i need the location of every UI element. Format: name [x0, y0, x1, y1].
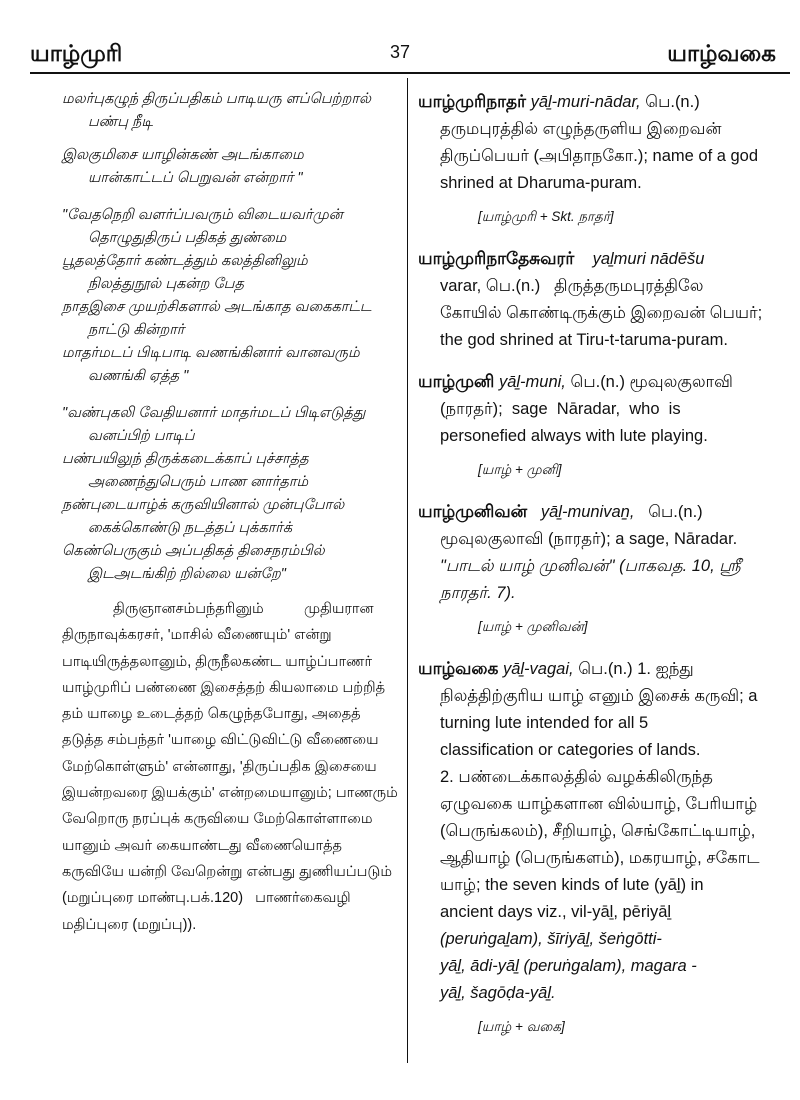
entry-etymology: [யாழ் + முனிவன்] [478, 619, 588, 634]
verse-line: கெண்பெருகும் அப்பதிகத் திசைநரம்பில் [62, 543, 325, 559]
entry-headword: யாழ்முரிநாதேசுவரர் [418, 249, 575, 268]
prose-line: இயன்றவரை இயக்கும்' என்றமையானும்; பாணரும் [62, 785, 398, 802]
left-column [58, 88, 398, 938]
entry-pos: பெ.(n.) மூவுலகுலாவி [570, 373, 733, 391]
prose-line: மதிப்புரை (மறுப்பு)). [62, 916, 197, 933]
verse-line: "வண்புகலி வேதியனார் மாதர்மடப் பிடிஎடுத்து [62, 405, 366, 421]
entry-line: மூவுலகுலாவி (நாரதர்); a sage, Nāradar. [440, 530, 738, 548]
prose-line: மேற்கொள்ளும்' என்னாது, 'திருப்பதிக இசையை [62, 758, 377, 775]
verse-line: நிலத்துநூல் புகன்ற பேத [88, 276, 244, 292]
verse-line: நாட்டு கின்றார் [88, 322, 185, 338]
entry-etymology: [யாழ் + முனி] [478, 462, 562, 477]
running-head-left: யாழ்முரி [30, 40, 123, 66]
entry-transliteration: yāḻ-muri-nādar, [530, 93, 641, 111]
entry-headword: யாழ்முனிவன் [418, 502, 528, 521]
entry-line: ஏழுவகை யாழ்களான வில்யாழ், பேரியாழ் [440, 795, 758, 813]
prose-paragraph [58, 596, 398, 938]
prose-line: கருவியே யன்றி வேறென்று என்பது துணியப்படும் [62, 863, 393, 880]
verse-line: மாதர்மடப் பிடிபாடி வணங்கினார் வானவரும் [62, 345, 360, 361]
verse-line: அணைந்துபெரும் பாண னார்தாம் [88, 474, 309, 490]
entry-line: (peruṅgaḻam), šīriyāḻ, šeṅgōtti- [440, 930, 662, 948]
entry-pos: பெ.(n.) [645, 93, 700, 111]
entry-transliteration: yaḻmuri nādēšu [592, 250, 705, 268]
dictionary-entry [418, 368, 790, 480]
entry-line: ancient days viz., vil-yāḻ, pēriyāḻ [440, 903, 672, 921]
verse-line: வணங்கி ஏத்த " [88, 368, 189, 384]
entry-line: 2. பண்டைக்காலத்தில் வழக்கிலிருந்த [440, 768, 713, 786]
entry-line: yāḻ, šagōḍa-yāḻ. [440, 984, 556, 1002]
dictionary-entry [418, 498, 790, 637]
verse-line: "வேதநெறி வளர்ப்பவரும் விடையவர்முன் [62, 207, 343, 223]
verse-line: தொழுதுதிருப் பதிகத் துண்மை [88, 230, 287, 246]
entry-headword: யாழ்முனி [418, 372, 495, 391]
verse-line: பூதலத்தோர் கண்டத்தும் கலத்தினிலும் [62, 253, 308, 269]
prose-line: யாழ்முரிப் பண்ணை இசைத்தற் கியலாமை பற்றித் [62, 679, 386, 696]
verse-line: பண்பு நீடி [88, 114, 153, 130]
verse-line: இலகுமிசை யாழின்கண் அடங்காமை [62, 147, 304, 163]
entry-line: நாரதர். 7). [440, 584, 516, 602]
entry-pos: பெ.(n.) 1. ஐந்து [578, 660, 694, 678]
entry-pos: பெ.(n.) [648, 503, 703, 521]
header-rule [30, 72, 790, 74]
entry-transliteration: yāḻ-muni, [498, 373, 566, 391]
entry-etymology: [யாழ்முரி + Skt. நாதர்] [478, 209, 614, 224]
entry-line: திருப்பெயர் (அபிதாநகோ.); name of a god [440, 147, 759, 165]
verse-line: நண்புடையாழ்க் கருவியினால் முன்புபோல் [62, 497, 345, 513]
entry-line: கோயில் கொண்டிருக்கும் இறைவன் பெயர்; [440, 304, 763, 322]
prose-line: திருஞானசம்பந்தரினும் முதியரான [113, 601, 374, 617]
entry-etymology: [யாழ் + வகை] [478, 1019, 565, 1034]
entry-line: தருமபுரத்தில் எழுந்தருளிய இறைவன் [440, 120, 722, 138]
right-column [418, 88, 790, 1055]
verse-line: யான்காட்டப் பெறுவன் என்றார் " [88, 170, 303, 186]
prose-line: வேறொரு நரப்புக் கருவியை மேற்கொள்ளாமை [62, 811, 373, 828]
running-head-right: யாழ்வகை [667, 40, 776, 66]
entry-line: ஆதியாழ் (பெருங்களம்), மகரயாழ், சகோட [440, 849, 760, 867]
verse-block [58, 88, 398, 586]
entry-line: yāḻ, ādi-yāḻ (peruṅgalam), magara - [440, 957, 697, 975]
entry-line: நிலத்திற்குரிய யாழ் எனும் இசைக் கருவி; a [440, 687, 758, 705]
verse-line: பண்பயிலுந் திருக்கடைக்காப் புச்சாத்த [62, 451, 309, 467]
verse-line: மலர்புகழுந் திருப்பதிகம் பாடியரு ளப்பெற்றால் [62, 91, 372, 107]
verse-line: நாதஇசை முயற்சிகளால் அடங்காத வகைகாட்ட [62, 299, 372, 315]
entry-line: யாழ்; the seven kinds of lute (yāḻ) in [440, 876, 704, 894]
dictionary-entry [418, 655, 790, 1037]
page-number: 37 [389, 42, 411, 62]
entry-line: personefied always with lute playing. [440, 427, 708, 445]
entry-transliteration: yāḻ-vagai, [502, 660, 574, 678]
entry-line: the god shrined at Tiru-t-taruma-puram. [440, 331, 728, 349]
prose-line: தடுத்த சம்பந்தர் 'யாழை விட்டுவிட்டு வீணையை [62, 732, 379, 749]
entry-headword: யாழ்முரிநாதர் [418, 92, 526, 111]
prose-line: திருநாவுக்கரசர், 'மாசில் வீணையும்' என்று [62, 627, 332, 644]
dictionary-entry [418, 88, 790, 227]
prose-line: பாடியிருத்தலானும், திருநீலகண்ட யாழ்ப்பாணர் [62, 653, 373, 670]
prose-line: யானும் அவர் கையாண்டது வீணையொத்த [62, 837, 342, 854]
column-divider [407, 78, 408, 1063]
entry-line: varar, பெ.(n.) திருத்தருமபுரத்திலே [440, 277, 704, 295]
entry-transliteration: yāḻ-munivaṉ, [540, 503, 635, 521]
verse-line: இடஅடங்கிற் றில்லை யன்றே" [88, 566, 286, 582]
verse-line: கைக்கொண்டு நடத்தப் புக்கார்க் [88, 520, 293, 536]
dictionary-entry [418, 245, 790, 354]
entry-line: (நாரதர்); sage Nāradar, who is [440, 400, 681, 418]
prose-line: (மறுப்புரை மாண்பு.பக்.120) பாணர்கைவழி [62, 890, 351, 907]
entry-line: classification or categories of lands. [440, 741, 701, 759]
entry-line: (பெருங்கலம்), சீறியாழ், செங்கோட்டியாழ், [440, 822, 756, 840]
entry-line: "பாடல் யாழ் முனிவன்" (பாகவத. 10, ஸ்ரீ [440, 557, 741, 575]
entry-line: shrined at Dharuma-puram. [440, 174, 642, 192]
verse-line: வனப்பிற் பாடிப் [88, 428, 195, 444]
entry-headword: யாழ்வகை [418, 659, 499, 678]
prose-line: தம் யாழை உடைத்தற் கெழுந்தபோது, அதைத் [62, 706, 361, 723]
page-header [0, 0, 800, 70]
entry-line: turning lute intended for all 5 [440, 714, 649, 732]
